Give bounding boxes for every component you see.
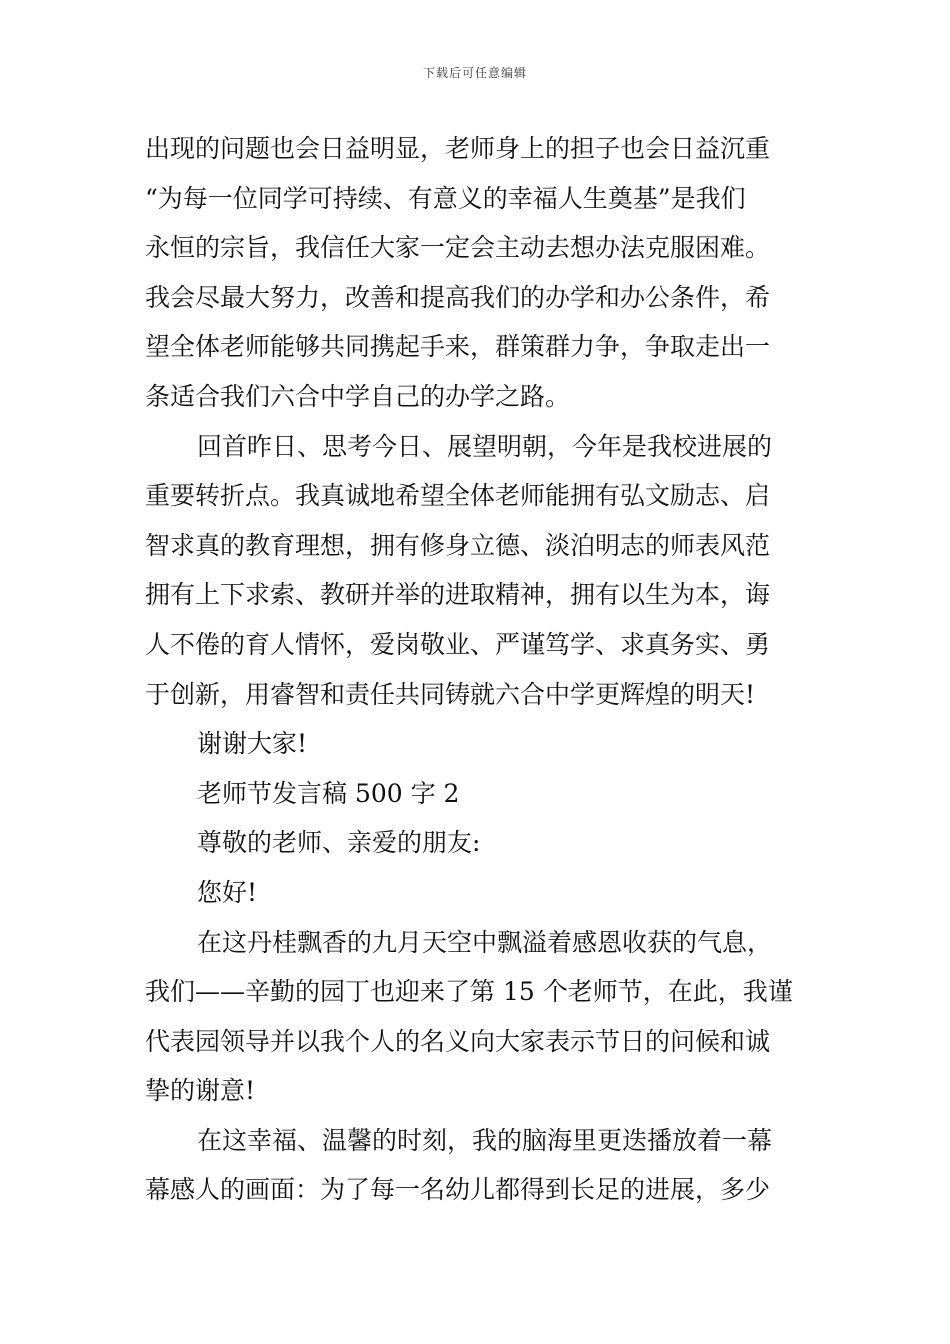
text-line: 您好! [197, 877, 258, 907]
text-line: 望全体老师能够共同携起手来，群策群力争，争取走出一 [145, 332, 771, 362]
document-body [145, 124, 809, 1215]
text-line: 重要转折点。我真诚地希望全体老师能拥有弘文励志、启 [145, 481, 771, 511]
text-line: 在这幸福、温馨的时刻，我的脑海里更迭播放着一幕 [197, 1125, 773, 1155]
text-line: 拥有上下求索、教研并举的进取精神，拥有以生为本，诲 [145, 580, 771, 610]
text-line: 尊敬的老师、亲爱的朋友: [197, 828, 481, 858]
text-line: 谢谢大家! [197, 729, 308, 759]
page-header: 下载后可任意编辑 [422, 66, 527, 80]
text-line: 代表园领导并以我个人的名义向大家表示节日的问候和诚 [145, 1026, 771, 1056]
text-line: 挚的谢意! [145, 1076, 256, 1106]
text-line: 于创新，用睿智和责任共同铸就六合中学更辉煌的明天! [145, 679, 756, 709]
text-line: “为每一位同学可持续、有意义的幸福人生奠基”是我们 [145, 183, 746, 213]
text-line: 出现的问题也会日益明显，老师身上的担子也会日益沉重 [145, 134, 771, 163]
text-line: 幕感人的画面：为了每一名幼儿都得到长足的进展，多少 [145, 1175, 771, 1205]
text-line: 条适合我们六合中学自己的办学之路。 [145, 381, 571, 411]
text-line: 永恒的宗旨，我信任大家一定会主动去想办法克服困难。 [145, 233, 771, 263]
text-line: 回首昨日、思考今日、展望明朝，今年是我校进展的 [197, 431, 773, 461]
text-line: 智求真的教育理想，拥有修身立德、淡泊明志的师表风范 [145, 530, 771, 560]
section-title: 老师节发言稿 500 字 2 [197, 778, 460, 808]
text-line: 我会尽最大努力，改善和提高我们的办学和办公条件，希 [145, 282, 771, 312]
text-line: 我们——辛勤的园丁也迎来了第 15 个老师节，在此，我谨 [145, 977, 793, 1007]
text-line: 人不倦的育人情怀，爱岗敬业、严谨笃学、求真务实、勇 [145, 629, 771, 659]
text-line: 在这丹桂飘香的九月天空中飘溢着感恩收获的气息， [197, 927, 773, 957]
